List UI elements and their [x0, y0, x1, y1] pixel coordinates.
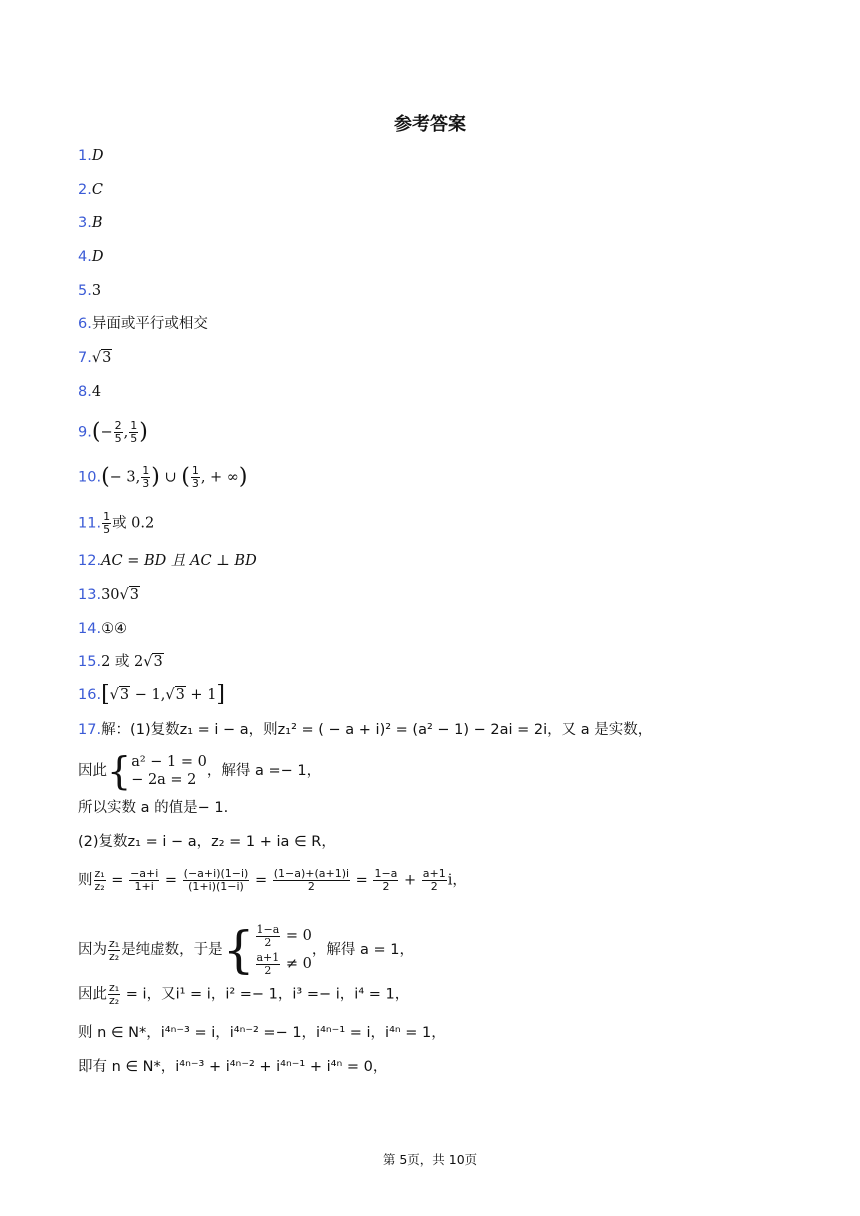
- denominator: 2: [264, 935, 272, 949]
- fraction: [102, 511, 111, 536]
- answer-number: 8.: [78, 384, 92, 400]
- answer-number: 7.: [78, 350, 92, 366]
- paren-left: (: [91, 419, 101, 445]
- plus-sign: +: [399, 872, 421, 889]
- condition-system: [223, 922, 312, 978]
- equation: a² − 1 = 0: [131, 754, 207, 770]
- equals-sign: =: [250, 872, 272, 889]
- answer-number: 3.: [78, 215, 92, 231]
- sqrt-sign: √: [119, 587, 129, 603]
- denominator: 2: [264, 963, 272, 977]
- fraction: [183, 868, 250, 893]
- answer-value: ①④: [101, 621, 128, 637]
- condition: [255, 950, 312, 978]
- radicand: 3: [153, 654, 163, 670]
- fraction: [373, 868, 398, 893]
- answer-number: 15.: [78, 654, 102, 670]
- fraction: [141, 465, 150, 490]
- system-lines: [255, 922, 312, 978]
- answer-number: 5.: [78, 283, 92, 299]
- answer-11: [78, 511, 154, 536]
- numerator: z₁: [109, 981, 120, 994]
- answer-4: [78, 247, 103, 267]
- solution-text: (2)复数z₁ = i − a，z₂ = 1 + ia ∈ R，: [78, 834, 336, 850]
- answer-number: 16.: [78, 687, 102, 703]
- solution-line-8: [78, 1023, 446, 1043]
- solution-text: ，解得 a =− 1，: [206, 763, 322, 779]
- fraction: [191, 465, 200, 490]
- fraction: [256, 952, 281, 977]
- answer-3: [78, 213, 103, 233]
- answer-number: 17.: [78, 722, 102, 738]
- answer-value: C: [91, 182, 103, 198]
- paren-right: ): [238, 464, 248, 490]
- denominator: 1+i: [134, 880, 154, 893]
- radicand: 3: [175, 687, 185, 703]
- answer-number: 14.: [78, 621, 102, 637]
- solution-text: = i，又i¹ = i，i² =− 1，i³ =− i，i⁴ = 1，: [121, 986, 410, 1003]
- numerator: z₁: [109, 936, 120, 950]
- numerator: 1: [191, 464, 199, 477]
- answer-value: B: [91, 215, 103, 231]
- solution-line-7: [78, 982, 409, 1007]
- answer-8: [78, 382, 101, 402]
- radicand: 3: [129, 587, 139, 603]
- answer-value: 3: [91, 283, 102, 299]
- interval-part: , + ∞: [200, 469, 239, 486]
- coefficient: 30: [101, 587, 120, 603]
- radicand: 3: [102, 350, 112, 366]
- numerator: a+1: [256, 950, 280, 964]
- numerator: 1−a: [374, 867, 398, 880]
- solution-text: i，: [447, 872, 467, 889]
- answer-number: 12.: [78, 553, 102, 569]
- answer-number: 11.: [78, 515, 102, 532]
- numerator: (−a+i)(1−i): [183, 867, 249, 880]
- denominator: 2: [307, 880, 315, 893]
- answer-value: D: [91, 148, 104, 164]
- denominator: z₂: [109, 949, 120, 963]
- answer-value: 4: [91, 384, 102, 400]
- answer-value: 或 0.2: [112, 515, 155, 532]
- answer-number: 2.: [78, 182, 92, 198]
- equation: − 2a = 2: [131, 772, 197, 788]
- solution-text: 是纯虚数，于是: [121, 942, 223, 958]
- paren-right: ): [151, 464, 160, 490]
- numerator: z₁: [94, 867, 105, 880]
- condition: [255, 922, 312, 950]
- solution-text: 解：(1)复数z₁ = i − a，则z₁² = ( − a + i)² = (a² − 1) − 2ai = 2i，又 a 是实数，: [101, 722, 653, 738]
- numerator: 2: [114, 419, 122, 432]
- denominator: 2: [382, 880, 390, 893]
- brace-icon: {: [107, 749, 132, 793]
- answer-1: [78, 146, 103, 166]
- fraction: [108, 982, 120, 1007]
- minus-sign: −: [100, 424, 113, 441]
- solution-line-5: [78, 868, 467, 893]
- answer-value: 2 或 2: [101, 654, 144, 670]
- numerator: 1: [103, 510, 111, 523]
- answer-number: 1.: [78, 148, 92, 164]
- answer-number: 9.: [78, 424, 92, 441]
- numerator: 1: [142, 464, 150, 477]
- answer-12: [78, 551, 257, 571]
- answer-5: [78, 281, 101, 301]
- solution-text: 则 n ∈ N*，i⁴ⁿ⁻³ = i，i⁴ⁿ⁻² =− 1，i⁴ⁿ⁻¹ = i，i⁴ⁿ = 1，: [78, 1025, 446, 1041]
- denominator: 3: [191, 477, 199, 490]
- solution-text: ，解得 a = 1，: [311, 942, 414, 958]
- equals-sign: =: [160, 872, 182, 889]
- answer-value: D: [91, 249, 104, 265]
- bracket-left: [: [101, 682, 110, 707]
- answer-number: 13.: [78, 587, 102, 603]
- sqrt-sign: √: [143, 654, 153, 670]
- sqrt-sign: √: [165, 687, 175, 703]
- answer-7: [78, 348, 112, 368]
- page-footer: 第 5页，共 10页: [382, 1152, 478, 1167]
- denominator: 5: [103, 523, 111, 536]
- numerator: −a+i: [130, 867, 159, 880]
- fraction: [422, 868, 447, 893]
- answer-15: [78, 652, 164, 672]
- numerator: 1−a: [256, 922, 280, 936]
- numerator: 1: [130, 419, 138, 432]
- fraction: [256, 924, 281, 949]
- numerator: a+1: [422, 867, 446, 880]
- union-sign: ∪: [159, 469, 182, 486]
- answer-value: 异面或平行或相交: [91, 316, 208, 332]
- system-lines: [131, 753, 207, 789]
- answer-16: [78, 682, 226, 707]
- equals-sign: =: [106, 872, 129, 889]
- fraction: [129, 868, 159, 893]
- solution-line-4: [78, 832, 336, 852]
- answer-number: 10.: [78, 469, 102, 486]
- solution-line-9: [78, 1057, 387, 1077]
- fraction: [108, 938, 120, 963]
- solution-line-2: [78, 749, 322, 793]
- numerator: (1−a)+(a+1)i: [273, 867, 350, 880]
- solution-text: 因此: [78, 763, 107, 779]
- denominator: (1+i)(1−i): [188, 880, 244, 893]
- fraction: [94, 868, 106, 893]
- paren-left: (: [181, 464, 190, 490]
- denominator: 5: [114, 432, 122, 445]
- bracket-right: ]: [216, 682, 226, 707]
- solution-line-1: [78, 720, 652, 740]
- solution-text: 即有 n ∈ N*，i⁴ⁿ⁻³ + i⁴ⁿ⁻² + i⁴ⁿ⁻¹ + i⁴ⁿ = 0，: [78, 1059, 388, 1075]
- sqrt-sign: √: [91, 350, 102, 366]
- interval-part: − 3,: [109, 469, 141, 486]
- solution-line-3: [78, 798, 228, 818]
- paren-left: (: [101, 464, 110, 490]
- denominator: 3: [142, 477, 150, 490]
- answer-14: [78, 619, 127, 639]
- interval-part: − 1,: [130, 687, 166, 703]
- denominator: z₂: [109, 994, 120, 1007]
- denominator: z₂: [94, 880, 105, 893]
- comma: ,: [123, 424, 129, 441]
- radicand: 3: [119, 687, 130, 703]
- fraction: [114, 420, 123, 445]
- solution-text: 所以实数 a 的值是− 1.: [78, 800, 229, 816]
- interval-part: + 1: [185, 687, 217, 703]
- solution-text: 因此: [78, 986, 107, 1003]
- answer-number: 6.: [78, 316, 92, 332]
- fraction: [129, 420, 138, 445]
- answer-10: [78, 465, 247, 490]
- solution-text: 因为: [78, 942, 107, 958]
- solution-line-6: [78, 922, 414, 978]
- fraction: [273, 868, 350, 893]
- answer-number: 4.: [78, 249, 92, 265]
- equation-system: [107, 749, 207, 793]
- answer-9: [78, 420, 148, 445]
- paren-right: ): [139, 419, 148, 445]
- answer-2: [78, 180, 103, 200]
- answer-13: [78, 585, 140, 605]
- page-title: 参考答案: [394, 114, 466, 135]
- condition-rel: ≠ 0: [281, 956, 312, 972]
- answer-value: AC = BD 且 AC ⊥ BD: [101, 553, 257, 569]
- answer-6: [78, 314, 208, 334]
- equals-sign: =: [351, 872, 373, 889]
- condition-rel: = 0: [281, 928, 312, 944]
- denominator: 5: [130, 432, 138, 445]
- denominator: 2: [430, 880, 438, 893]
- sqrt-sign: √: [109, 687, 119, 703]
- brace-icon: {: [222, 921, 255, 979]
- solution-text: 则: [78, 872, 93, 889]
